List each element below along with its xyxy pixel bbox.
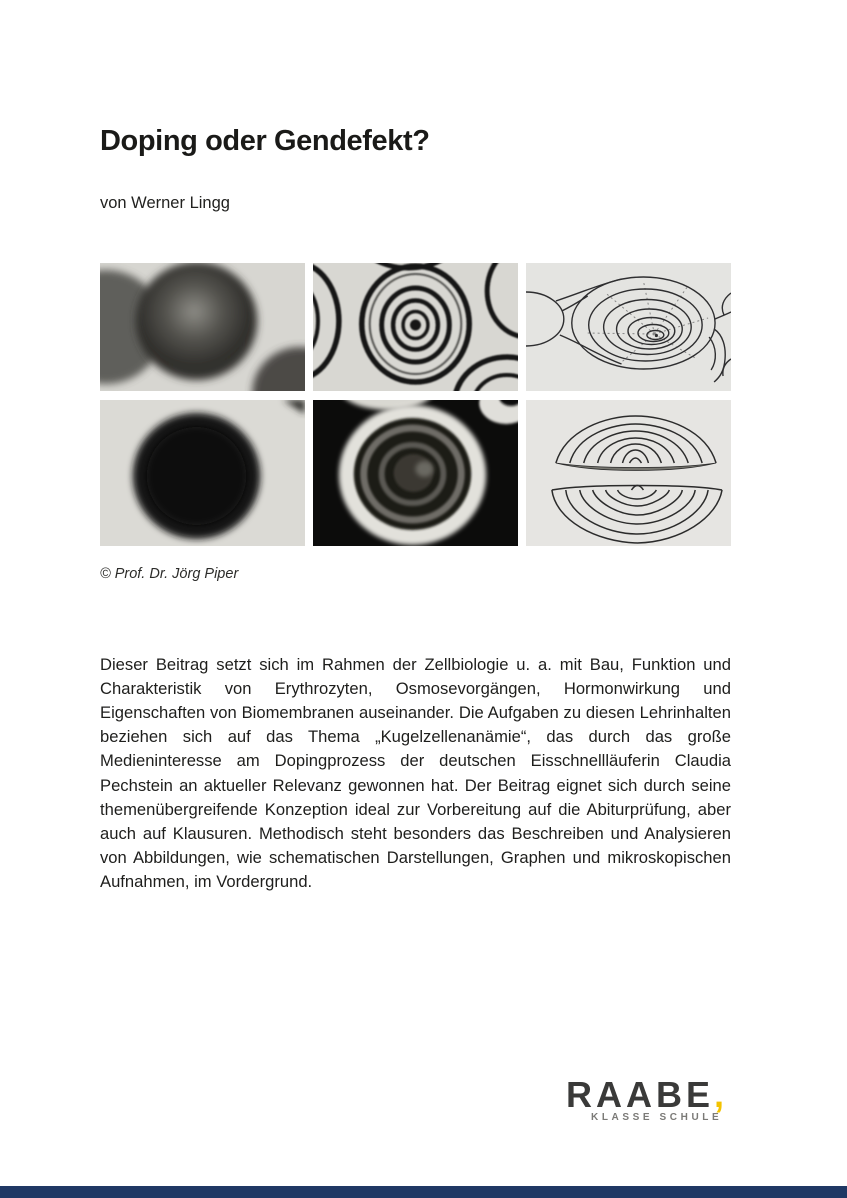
figure-grid [100,263,731,546]
micrograph-dark-cell-image [100,400,305,546]
page-title: Doping oder Gendefekt? [100,125,430,158]
logo-wordmark [566,1074,741,1115]
micrograph-black-field-image [313,400,518,546]
micrograph-blurred-cells-image [100,263,305,391]
micrograph-ring-cell-image [313,263,518,391]
intro-paragraph: Dieser Beitrag setzt sich im Rahmen der Zellbiologie u. a. mit Bau, Funktion und Charakteristik von Erythrozyten, Osmosevorgängen, Hormonwirkung und Eigenschaften von Biomembranen auseinander. Die Aufgaben zu diesen Lehrinhalten beziehen sich auf das Thema „Kugelzellenanämie“, das durch das große Medieninteresse am Dopingprozess der deutschen Eisschnellläuferin Claudia Pechstein an aktueller Relevanz gewonnen hat. Der Beitrag eignet sich durch seine themenübergreifende Konzeption ideal zur Vorbereitung auf die Abiturprüfung, aber auch auf Klausuren. Methodisch steht besonders das Beschreiben und Analysieren von Abbildungen, wie schematischen Darstellungen, Graphen und mikroskopischen Aufnahmen, im Vordergrund. [100,654,731,892]
micrograph-panel-5 [313,400,518,546]
micrograph-panel-2 [313,263,518,391]
schematic-panel-3 [526,263,731,391]
micrograph-panel-4 [100,400,305,546]
figure-caption: © Prof. Dr. Jörg Piper [100,566,239,582]
logo-comma-accent: , [714,1074,729,1115]
logo-tagline: KLASSE SCHULE [591,1112,723,1123]
schematic-panel-6 [526,400,731,546]
schematic-concentric-image [526,263,731,391]
micrograph-panel-1 [100,263,305,391]
raabe-logo [566,1074,741,1123]
schematic-lens-halves-image [526,400,731,546]
author-line: von Werner Lingg [100,194,230,212]
logo-brand-text: RAABE [566,1074,715,1115]
footer-accent-bar [0,1186,847,1198]
